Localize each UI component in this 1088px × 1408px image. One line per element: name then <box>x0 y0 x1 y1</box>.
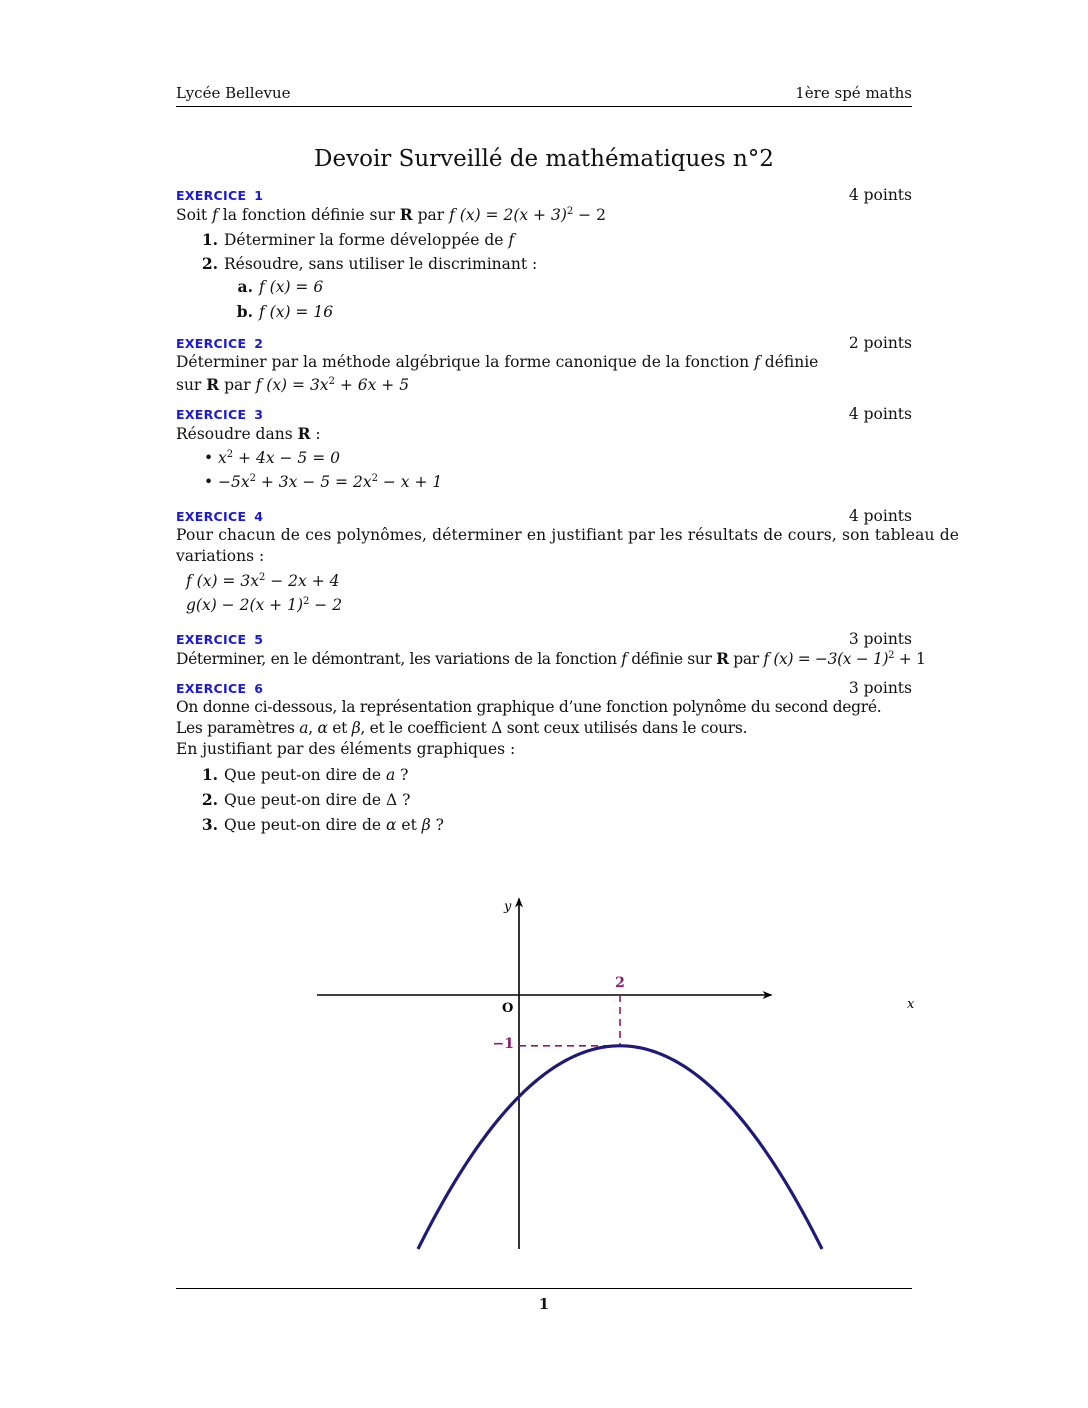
exercise-label: EXERCICE 2 <box>176 336 264 351</box>
exercise-6-line-1: On donne ci-dessous, la représentation graphique d’une fonction polynôme du second degré. <box>176 698 882 716</box>
y-axis-label: y <box>504 899 512 915</box>
exercise-2-line-2: sur R par f $(x) = 3x^2 + 6x + 5$ <box>176 375 410 394</box>
exercise-1-question-1: 1. Déterminer la forme développée de f <box>201 230 515 249</box>
exercise-6-line-2: Les paramètres a, α et β, et le coefficient Δ sont ceux utilisés dans le cours. <box>176 719 748 737</box>
exercise-points: 3 points <box>848 630 912 648</box>
exercise-points: 4 points <box>848 507 912 525</box>
exercise-6-question-3: 3. Que peut-on dire de α et β ? <box>201 815 444 834</box>
document-title: Devoir Surveillé de mathématiques n°2 <box>314 146 774 172</box>
exercise-1-question-2: 2. Résoudre, sans utiliser le discriminant : <box>201 254 538 273</box>
exercise-points: 4 points <box>848 405 912 423</box>
exercise-6-question-2: 2. Que peut-on dire de Δ ? <box>201 790 411 809</box>
exercise-label: EXERCICE 5 <box>176 632 264 647</box>
vertex-x-label: 2 <box>615 975 625 991</box>
exercise-label: EXERCICE 3 <box>176 407 264 422</box>
exercise-3-equation-2: • $-5x^2 + 3x - 5 = 2x^2 - x + 1$ <box>204 473 443 491</box>
exercise-1-question-2a: a. f (x) = 6 <box>237 277 324 296</box>
exercise-3-equation-1: • $x^2 + 4x - 5 = 0$ <box>204 449 340 467</box>
school-name: Lycée Bellevue <box>176 84 291 102</box>
exercise-points: 2 points <box>848 334 912 352</box>
exercise-1-question-2b: b. f (x) = 16 <box>236 302 334 321</box>
exercise-2-line-1: Déterminer par la méthode algébrique la forme canonique de la fonction f définie <box>176 353 819 371</box>
parabola-curve <box>418 1046 822 1249</box>
x-axis-label: x <box>907 997 915 1012</box>
exercise-4-polynomial-f: f $(x) = 3x^2 - 2x + 4$ <box>186 572 340 590</box>
exercise-points: 4 points <box>848 186 912 204</box>
exercise-6-line-3: En justifiant par des éléments graphiques : <box>176 740 516 758</box>
exercise-4-line-1: Pour chacun de ces polynômes, déterminer en justifiant par les résultats de cours, son tableau de <box>176 526 960 544</box>
exercise-label: EXERCICE 4 <box>176 509 264 524</box>
page-number: 1 <box>538 1295 550 1313</box>
vertex-y-label: −1 <box>492 1035 514 1052</box>
exercise-6-question-1: 1. Que peut-on dire de a ? <box>201 765 409 784</box>
class-name: 1ère spé maths <box>795 84 912 102</box>
exercise-label: EXERCICE 6 <box>176 681 264 696</box>
exercise-5-statement: Déterminer, en le démontrant, les variations de la fonction f définie sur R par f $(x) = -3(x - 1)^2 + 1$ <box>176 649 926 668</box>
exercise-1-intro: Soit f la fonction définie sur R par f $(x) = 2(x + 3)^2 - 2$ <box>176 205 606 224</box>
exercise-4-polynomial-g: $g(x) - 2(x + 1)^2 - 2$ <box>186 596 343 614</box>
exercise-4-line-2: variations : <box>176 547 265 565</box>
exercise-points: 3 points <box>848 679 912 697</box>
exercise-3-intro: Résoudre dans R : <box>176 424 321 443</box>
origin-label: O <box>502 1001 514 1016</box>
exercise-label: EXERCICE 1 <box>176 188 264 203</box>
